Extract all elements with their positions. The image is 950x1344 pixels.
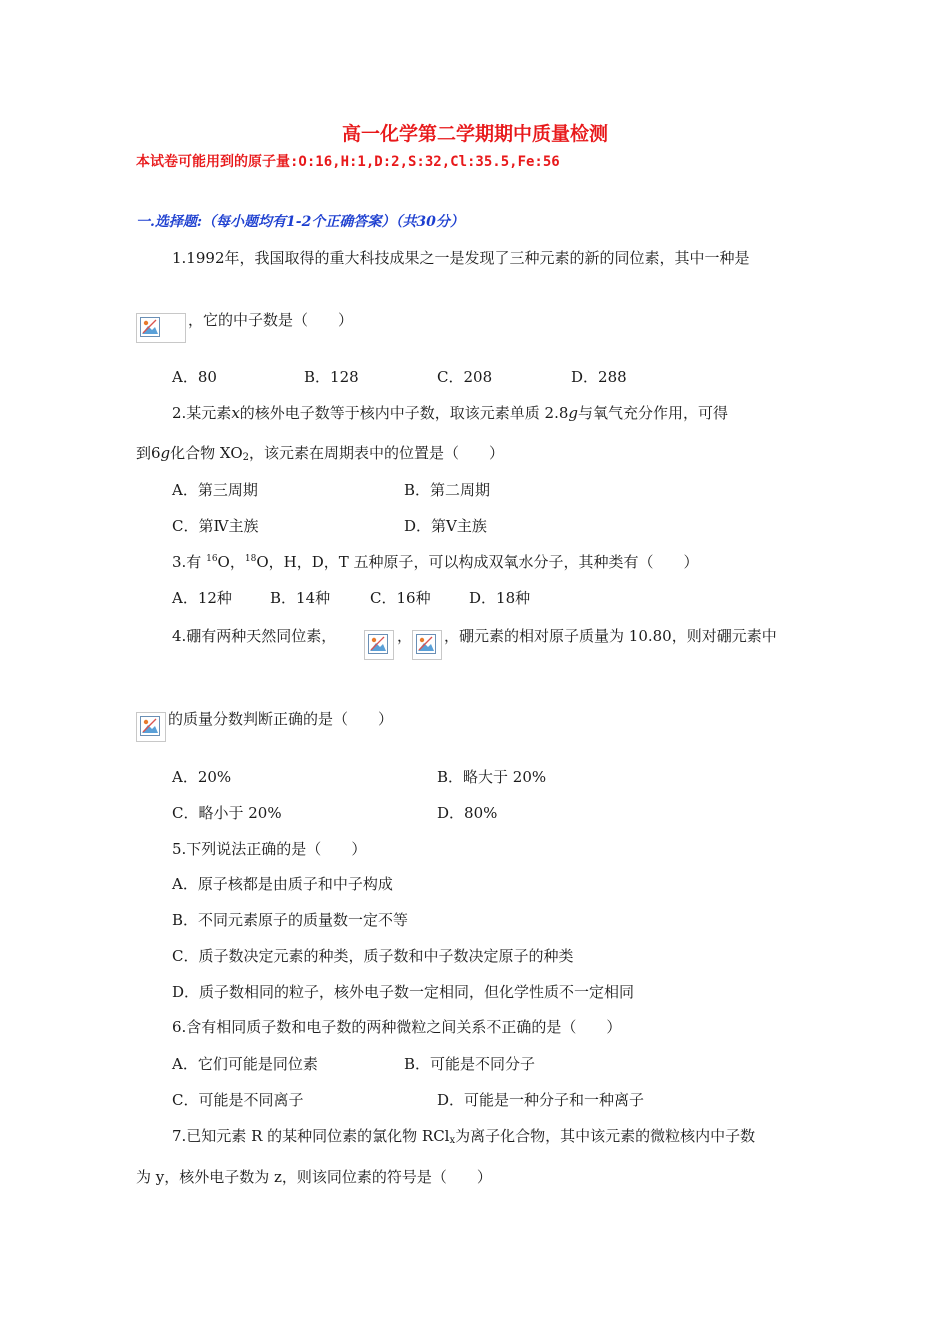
atomic-masses-note: 本试卷可能用到的原子量:O:16,H:1,D:2,S:32,Cl:35.5,Fe:56 bbox=[136, 154, 560, 170]
broken-image-icon bbox=[368, 634, 388, 654]
q1-option-c: C．208 bbox=[437, 368, 493, 386]
q1-stem-line1: 1.1992年，我国取得的重大科技成果之一是发现了三种元素的新的同位素，其中一种是 bbox=[172, 249, 750, 267]
q1-formula-image bbox=[136, 313, 186, 343]
q4-stem-line1-b: ，硼元素的相对原子质量为 10.80，则对硼元素中 bbox=[444, 627, 777, 645]
section-heading: 一.选择题:（每小题均有1-2个正确答案）（共30分） bbox=[136, 214, 464, 230]
q1-option-b: B．128 bbox=[304, 368, 359, 386]
q4-option-c: C．略小于 20% bbox=[172, 804, 282, 822]
q3-option-b: B．14种 bbox=[270, 589, 331, 607]
q2-option-c: C．第Ⅳ主族 bbox=[172, 517, 259, 535]
q4-isotope-b11-image bbox=[412, 630, 442, 660]
q3-option-c: C．16种 bbox=[370, 589, 431, 607]
q5-option-b: B．不同元素原子的质量数一定不等 bbox=[172, 911, 409, 929]
q5-stem: 5.下列说法正确的是（ ） bbox=[172, 840, 367, 858]
q3-stem: 3.有 $^{16}$O，$^{18}$O，H，D，T 五种原子，可以构成双氧水分子，其种类有（ ） bbox=[172, 553, 699, 571]
q5-option-d: D．质子数相同的粒子，核外电子数一定相同，但化学性质不一定相同 bbox=[172, 983, 635, 1001]
q6-option-a: A．它们可能是同位素 bbox=[172, 1055, 318, 1073]
q6-stem: 6.含有相同质子数和电子数的两种微粒之间关系不正确的是（ ） bbox=[172, 1018, 622, 1036]
q3-option-a: A．12种 bbox=[172, 589, 232, 607]
q1-option-d: D．288 bbox=[571, 368, 627, 386]
broken-image-icon bbox=[140, 317, 160, 337]
q5-option-a: A．原子核都是由质子和中子构成 bbox=[172, 875, 393, 893]
q5-option-c: C．质子数决定元素的种类，质子数和中子数决定原子的种类 bbox=[172, 947, 574, 965]
broken-image-icon bbox=[416, 634, 436, 654]
q4-stem-line1-a: 4.硼有两种天然同位素， bbox=[172, 627, 337, 645]
q1-option-a: A．80 bbox=[172, 368, 217, 386]
q6-option-b: B．可能是不同分子 bbox=[404, 1055, 536, 1073]
q2-option-d: D．第Ⅴ主族 bbox=[404, 517, 487, 535]
q7-stem-line1: 7.已知元素 R 的某种同位素的氯化物 RCl$_x$为离子化合物，其中该元素的微粒核内中子数 bbox=[172, 1127, 756, 1146]
q7-stem-line2: 为 y，核外电子数为 z，则该同位素的符号是（ ） bbox=[136, 1168, 492, 1186]
q4-option-b: B．略大于 20% bbox=[437, 768, 547, 786]
q2-stem-line1: 2.某元素x的核外电子数等于核内中子数，取该元素单质 2.8g与氧气充分作用，可得 bbox=[172, 404, 729, 422]
q4-option-d: D．80% bbox=[437, 804, 498, 822]
page-title: 高一化学第二学期期中质量检测 bbox=[341, 123, 608, 145]
q6-option-c: C．可能是不同离子 bbox=[172, 1091, 304, 1109]
q2-option-a: A．第三周期 bbox=[172, 481, 258, 499]
q2-option-b: B．第二周期 bbox=[404, 481, 491, 499]
q4-stem-line2: 的质量分数判断正确的是（ ） bbox=[168, 710, 394, 728]
q6-option-d: D．可能是一种分子和一种离子 bbox=[437, 1091, 645, 1109]
q4-separator: ， bbox=[397, 627, 413, 645]
q4-option-a: A．20% bbox=[172, 768, 232, 786]
q4-isotope-b10-image bbox=[364, 630, 394, 660]
broken-image-icon bbox=[140, 716, 160, 736]
q3-option-d: D．18种 bbox=[469, 589, 531, 607]
q2-stem-line2: 到6g化合物 $XO_2$，该元素在周期表中的位置是（ ） bbox=[136, 444, 505, 463]
q1-stem-line2: ，它的中子数是（ ） bbox=[188, 311, 354, 329]
q4-isotope-target-image bbox=[136, 712, 166, 742]
